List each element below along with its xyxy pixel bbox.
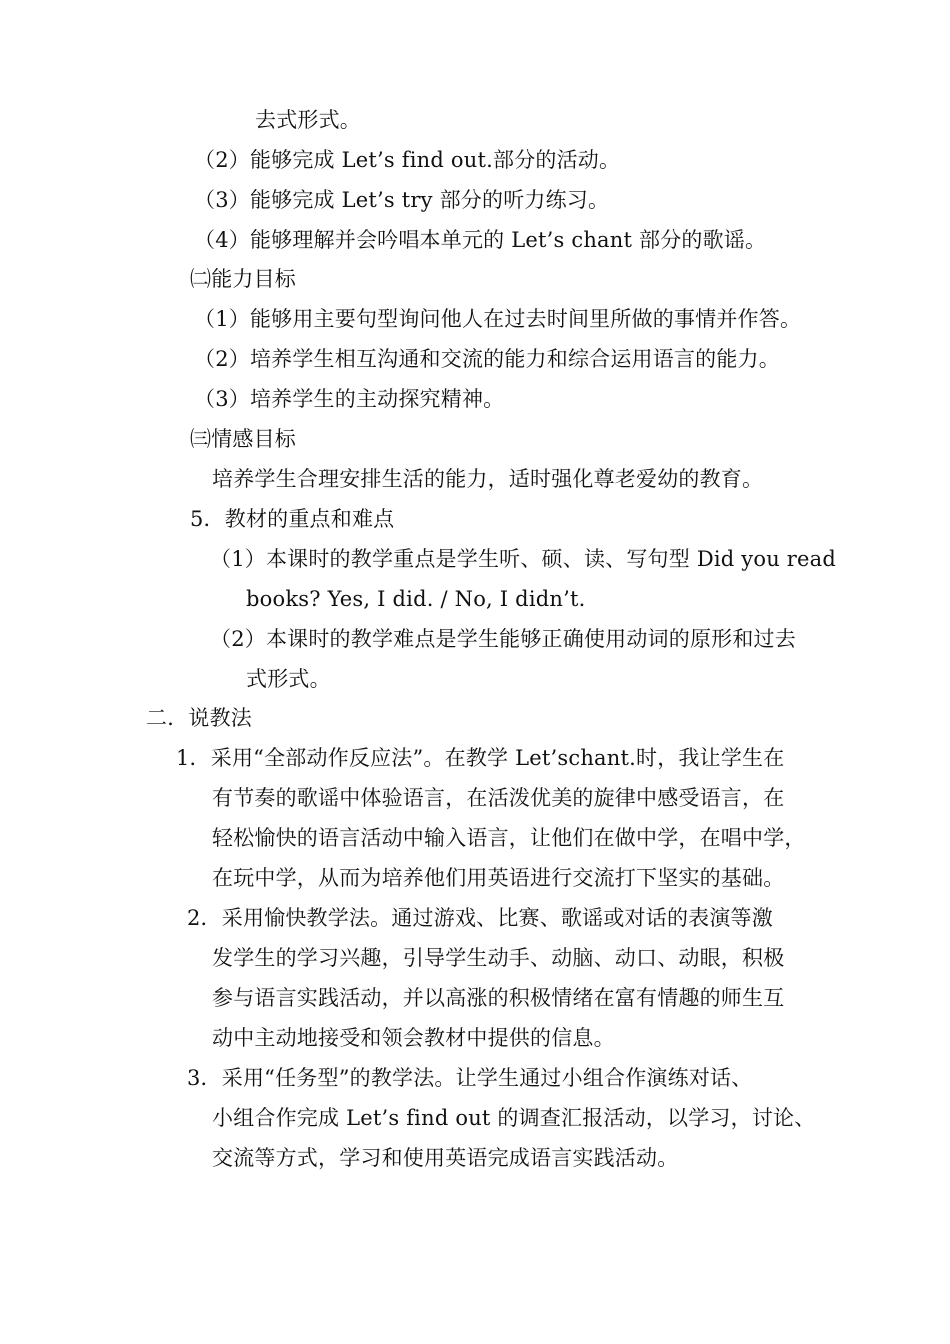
paragraph-line: 动中主动地接受和领会教材中提供的信息。	[212, 1026, 615, 1050]
paragraph-line: 轻松愉快的语言活动中输入语言，让他们在做中学，在唱中学，	[212, 826, 806, 850]
list-item: （3）培养学生的主动探究精神。	[194, 387, 505, 411]
list-item: 1．采用“全部动作反应法”。在教学 Let’schant.时，我让学生在	[176, 746, 785, 770]
list-item: （3）能够完成 Let’s try 部分的听力练习。	[194, 188, 610, 212]
list-item: 2．采用愉快教学法。通过游戏、比赛、歌谣或对话的表演等激	[187, 906, 773, 930]
section-heading: 5．教材的重点和难点	[190, 507, 395, 531]
text-line: 去式形式。	[255, 108, 361, 132]
paragraph-line: 有节奏的歌谣中体验语言，在活泼优美的旋律中感受语言，在	[212, 786, 785, 810]
paragraph-line: 发学生的学习兴趣，引导学生动手、动脑、动口、动眼，积极	[212, 946, 785, 970]
list-item: （1）本课时的教学重点是学生听、硕、读、写句型 Did you read	[210, 547, 837, 571]
list-item: （4）能够理解并会吟唱本单元的 Let’s chant 部分的歌谣。	[194, 228, 767, 252]
list-item: （1）能够用主要句型询问他人在过去时间里所做的事情并作答。	[194, 307, 802, 331]
section-heading: ㈢情感目标	[190, 427, 296, 451]
list-item-continuation: books? Yes, I did. / No, I didn’t.	[246, 587, 586, 611]
section-heading: ㈡能力目标	[190, 267, 296, 291]
list-item: （2）能够完成 Let’s find out.部分的活动。	[194, 148, 621, 172]
paragraph-line: 交流等方式，学习和使用英语完成语言实践活动。	[212, 1146, 679, 1170]
list-item: （2）本课时的教学难点是学生能够正确使用动词的原形和过去	[210, 627, 796, 651]
paragraph-line: 培养学生合理安排生活的能力，适时强化尊老爱幼的教育。	[212, 467, 764, 491]
paragraph-line: 参与语言实践活动，并以高涨的积极情绪在富有情趣的师生互	[212, 986, 785, 1010]
paragraph-line: 在玩中学，从而为培养他们用英语进行交流打下坚实的基础。	[212, 866, 785, 890]
paragraph-line: 小组合作完成 Let’s find out 的调查汇报活动，以学习，讨论、	[212, 1106, 816, 1130]
list-item: 3．采用“任务型”的教学法。让学生通过小组合作演练对话、	[187, 1066, 753, 1090]
section-heading: 二．说教法	[146, 706, 252, 730]
list-item-continuation: 式形式。	[246, 667, 331, 691]
list-item: （2）培养学生相互沟通和交流的能力和综合运用语言的能力。	[194, 347, 780, 371]
